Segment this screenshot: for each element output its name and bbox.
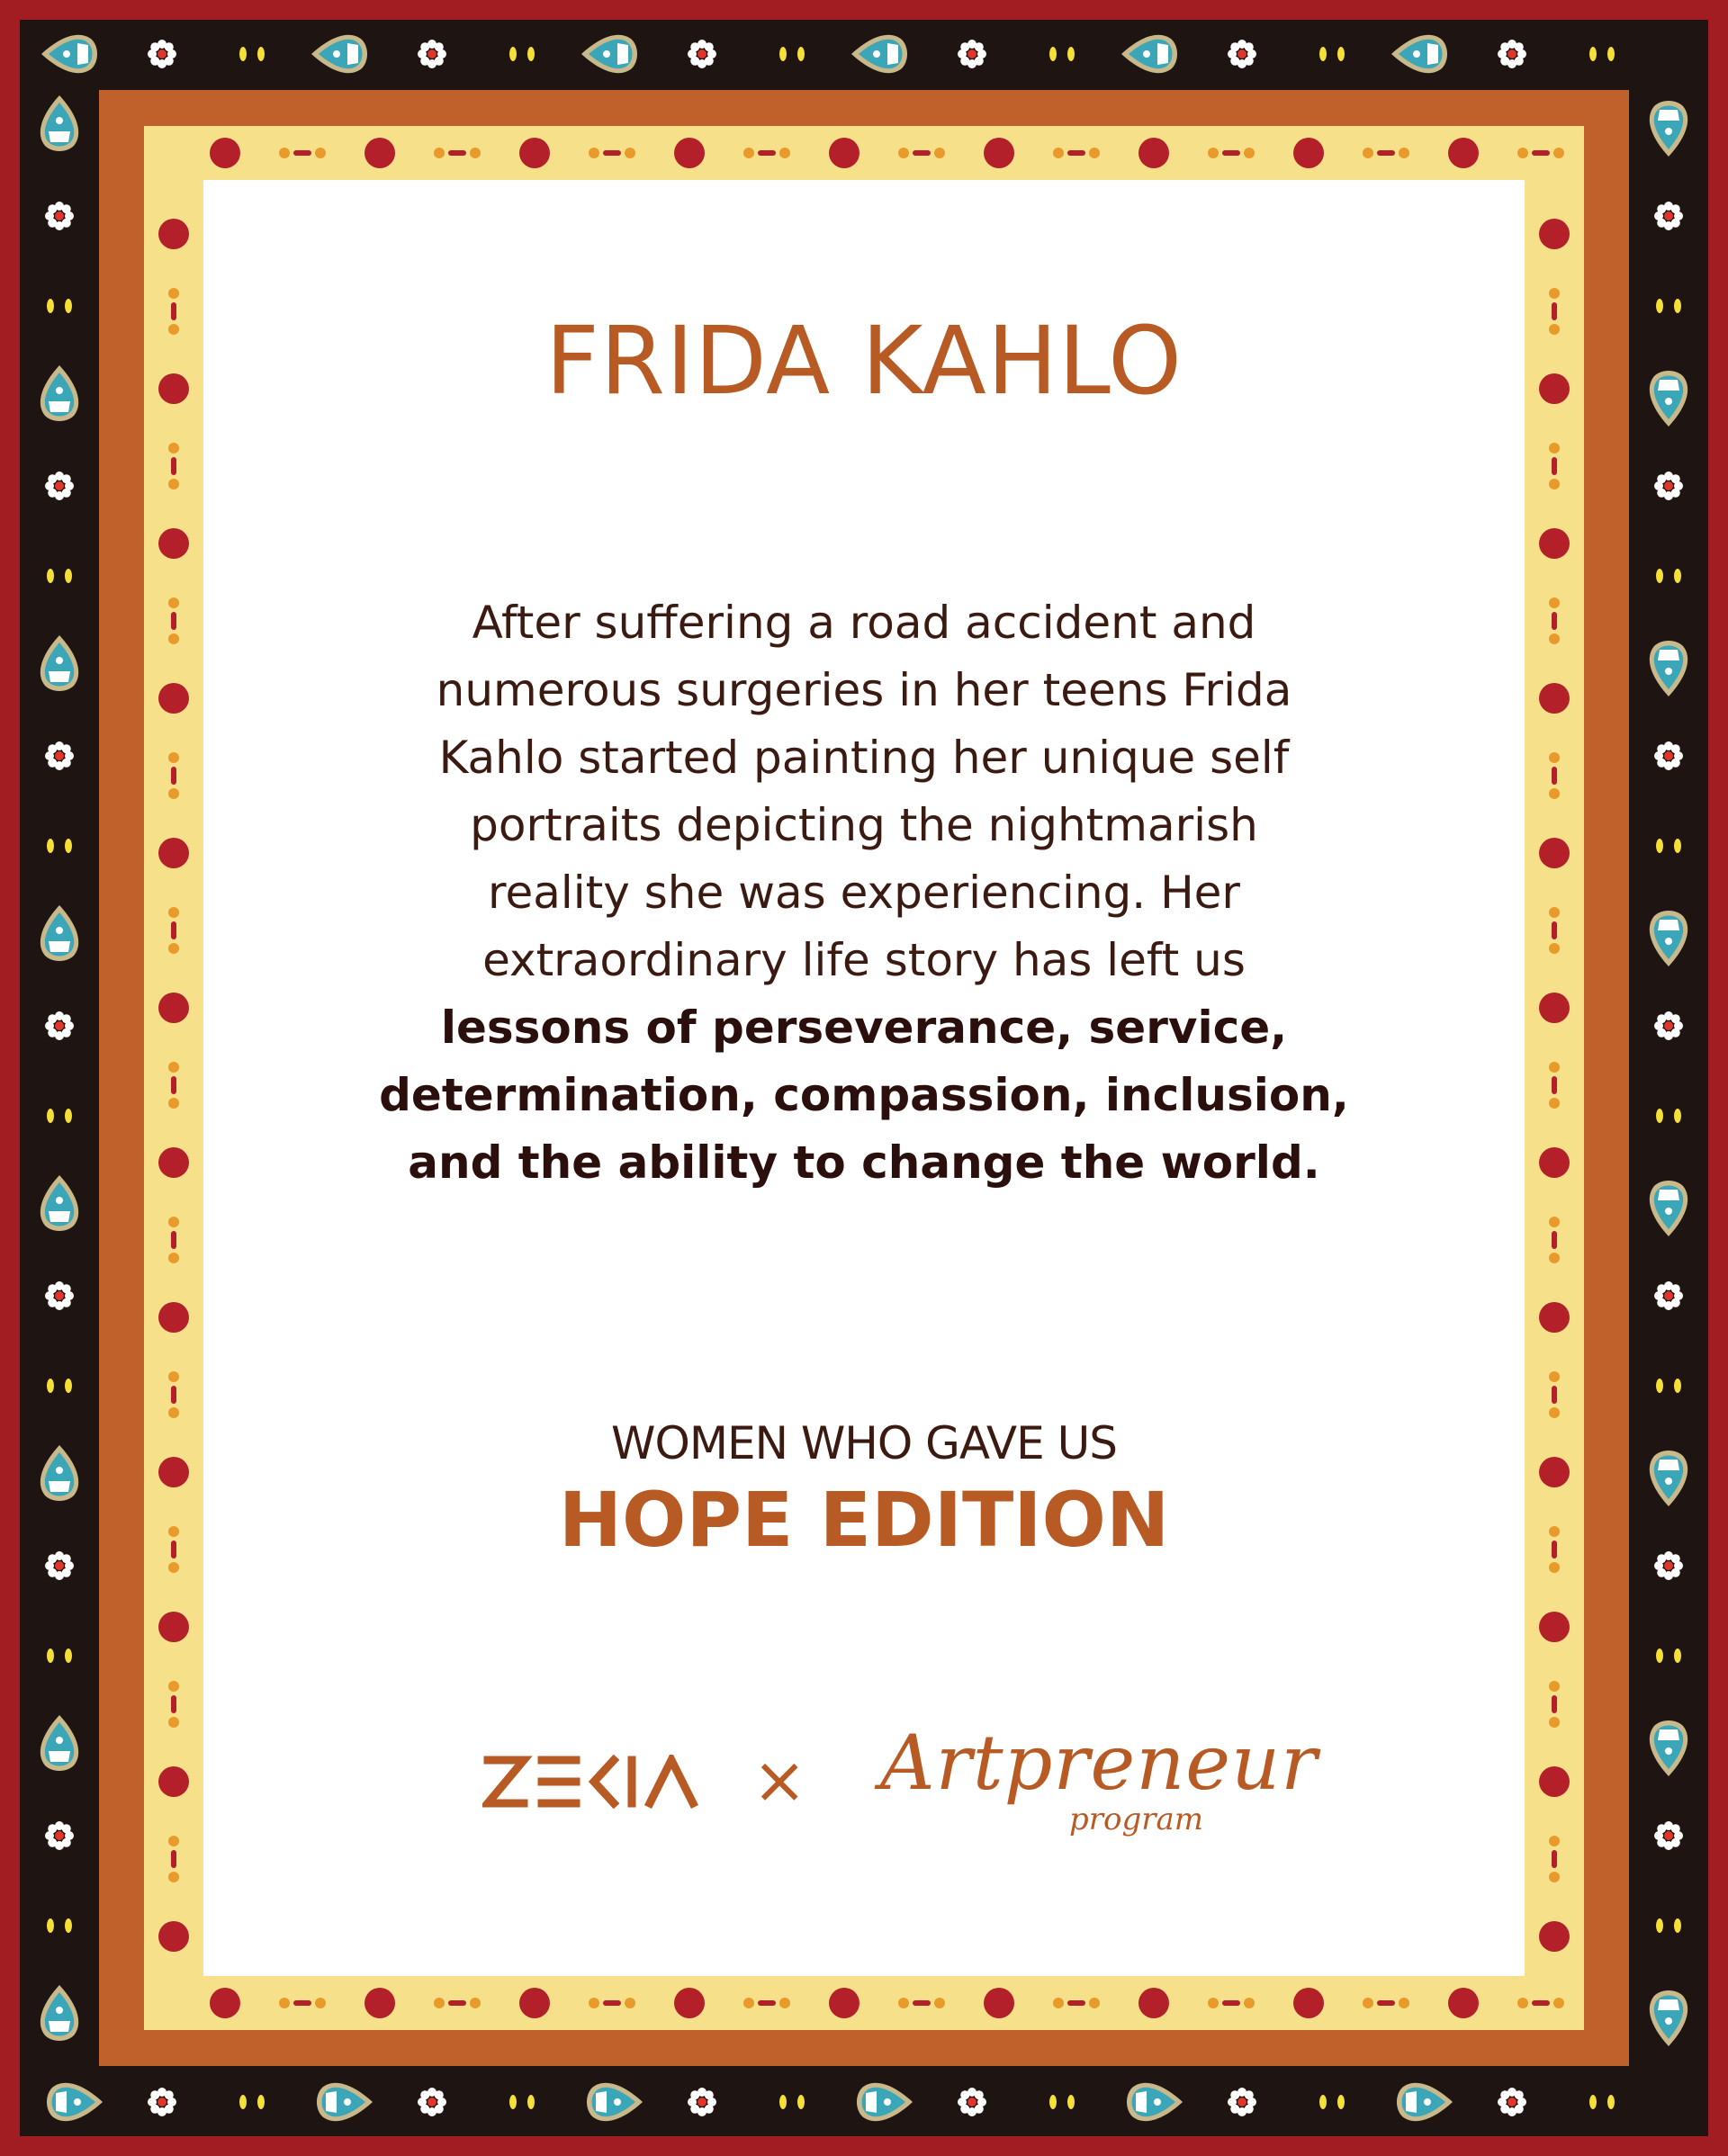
flower-icon — [45, 1551, 74, 1580]
artpreneur-subtitle: program — [1069, 1801, 1204, 1837]
flower-icon — [1228, 40, 1256, 68]
dot-icon — [1539, 528, 1570, 559]
partner-logos — [203, 1719, 1525, 1854]
dot-icon — [1293, 138, 1324, 168]
dot-icon — [1539, 373, 1570, 404]
description-line: Kahlo started painting her unique self — [438, 732, 1290, 784]
flower-icon — [148, 40, 176, 68]
dot-icon — [1138, 1988, 1169, 2018]
dot-icon — [1539, 219, 1570, 249]
dot-icon — [1448, 138, 1479, 168]
flower-icon — [958, 2088, 986, 2116]
dot-icon — [1539, 1302, 1570, 1333]
dot-icon — [519, 138, 550, 168]
dot-icon — [1539, 993, 1570, 1023]
dot-icon — [364, 138, 395, 168]
flower-icon — [45, 741, 74, 770]
zekia-logo — [482, 1755, 698, 1809]
flower-icon — [1654, 1011, 1683, 1040]
dot-icon — [1448, 1988, 1479, 2018]
flower-icon — [1654, 1281, 1683, 1310]
dot-icon — [829, 138, 860, 168]
description-line: extraordinary life story has left us — [482, 934, 1246, 986]
dot-icon — [158, 838, 189, 868]
flower-icon — [958, 40, 986, 68]
dot-icon — [158, 1612, 189, 1642]
dot-icon — [1539, 838, 1570, 868]
flower-icon — [1498, 40, 1526, 68]
description-bold-line: lessons of perseverance, service, — [440, 1002, 1288, 1054]
flower-icon — [1654, 741, 1683, 770]
edition-title: HOPE EDITION — [558, 1476, 1170, 1564]
dot-icon — [158, 1302, 189, 1333]
page-title: FRIDA KAHLO — [544, 306, 1184, 416]
flower-icon — [688, 2088, 716, 2116]
description-line: portraits depicting the nightmarish — [470, 799, 1258, 851]
dot-icon — [210, 1988, 240, 2018]
description-line: numerous surgeries in her teens Frida — [436, 664, 1292, 716]
flower-icon — [1654, 202, 1683, 230]
dot-icon — [364, 1988, 395, 2018]
dot-icon — [158, 528, 189, 559]
dot-icon — [158, 683, 189, 714]
dot-icon — [158, 1457, 189, 1487]
flower-icon — [418, 40, 446, 68]
dot-icon — [1539, 1457, 1570, 1487]
description — [311, 589, 1417, 1197]
dot-icon — [1539, 1147, 1570, 1178]
dot-icon — [1539, 1766, 1570, 1797]
dot-icon — [210, 138, 240, 168]
dot-icon — [158, 1921, 189, 1952]
collab-separator: × — [752, 1742, 807, 1818]
dot-icon — [1539, 1612, 1570, 1642]
dot-icon — [829, 1988, 860, 2018]
flower-icon — [1498, 2088, 1526, 2116]
flower-icon — [45, 1281, 74, 1310]
dot-icon — [158, 1766, 189, 1797]
artpreneur-wordmark: Artpreneur — [880, 1719, 1318, 1807]
edition-subtitle: WOMEN WHO GAVE US — [611, 1417, 1117, 1469]
description-bold-line: determination, compassion, inclusion, — [379, 1069, 1349, 1121]
flower-icon — [1228, 2088, 1256, 2116]
dot-icon — [1138, 138, 1169, 168]
description-line: After suffering a road accident and — [472, 597, 1256, 649]
dot-icon — [158, 373, 189, 404]
flower-icon — [688, 40, 716, 68]
dot-icon — [674, 138, 705, 168]
flower-icon — [45, 472, 74, 500]
flower-icon — [1654, 472, 1683, 500]
dot-icon — [1293, 1988, 1324, 2018]
dot-icon — [984, 1988, 1014, 2018]
artpreneur-logo — [880, 1719, 1318, 1854]
dot-icon — [674, 1988, 705, 2018]
flower-icon — [45, 1011, 74, 1040]
dot-icon — [1539, 1921, 1570, 1952]
dot-icon — [158, 219, 189, 249]
dot-icon — [984, 138, 1014, 168]
description-bold-line: and the ability to change the world. — [408, 1136, 1320, 1189]
flower-icon — [45, 202, 74, 230]
flower-icon — [148, 2088, 176, 2116]
flower-icon — [418, 2088, 446, 2116]
dot-icon — [519, 1988, 550, 2018]
flower-icon — [45, 1821, 74, 1850]
description-line: reality she was experiencing. Her — [488, 867, 1240, 919]
dot-icon — [1539, 683, 1570, 714]
content-panel — [203, 180, 1525, 1976]
flower-icon — [1654, 1551, 1683, 1580]
dot-icon — [158, 993, 189, 1023]
dot-icon — [158, 1147, 189, 1178]
flower-icon — [1654, 1821, 1683, 1850]
